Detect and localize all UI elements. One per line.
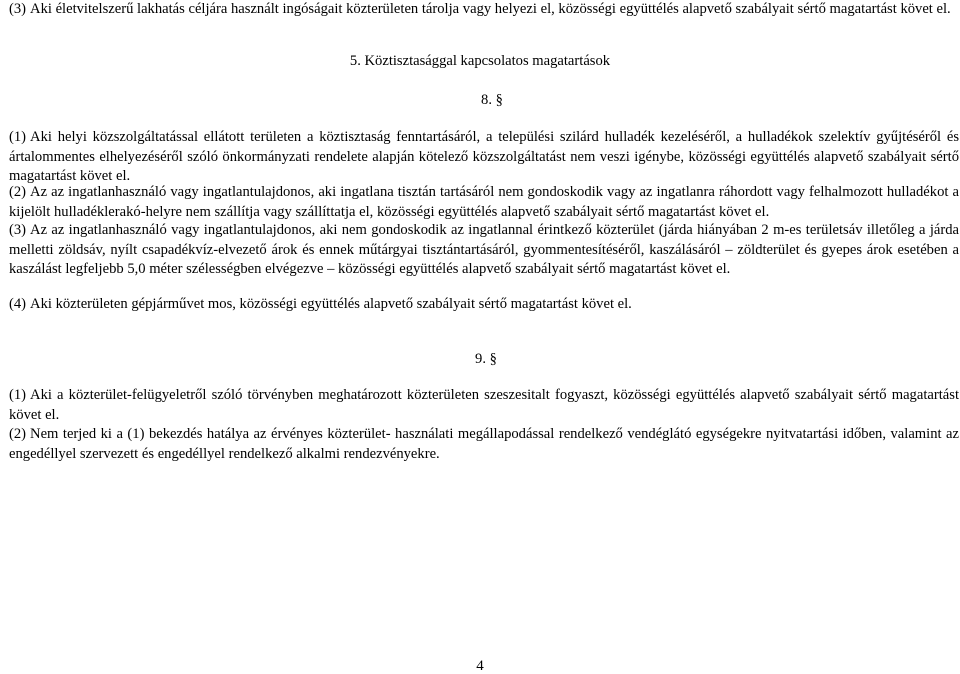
- section-9-paragraph-1: [9, 386, 959, 425]
- paragraph-number: (1): [9, 129, 27, 145]
- intro-paragraph: [9, 0, 959, 20]
- section-9-paragraph-2: [9, 425, 959, 464]
- paragraph-text: Aki életvitelszerű lakhatás céljára használt ingóságait közterületen tárolja vagy helyezi el, közösségi együttélés alapvető szabályait sértő magatartást követ el.: [30, 1, 951, 17]
- paragraph-text: Nem terjed ki a (1) bekezdés hatálya az érvényes közterület- használati megállapodással rendelkező vendéglátó egységekre nyitvatartási időben, valamint az engedéllyel szervezett és engedéllyel rendelkező alkalmi rendezvényekre.: [9, 426, 959, 462]
- paragraph-number: (3): [9, 222, 27, 238]
- section-8-paragraph-1: [9, 128, 959, 187]
- paragraph-number: (1): [9, 387, 27, 403]
- paragraph-number: (3): [9, 1, 27, 17]
- section-9-label: 9. §: [475, 351, 497, 367]
- page-number: 4: [476, 658, 484, 674]
- paragraph-text: Aki a közterület-felügyeletről szóló törvényben meghatározott közterületen szeszesitalt fogyaszt, közösségi együttélés alapvető szabályait sértő magatartást követ el.: [9, 387, 959, 423]
- section-8-paragraph-3: [9, 221, 959, 280]
- paragraph-number: (2): [9, 184, 27, 200]
- section-8-paragraph-2: [9, 183, 959, 222]
- chapter-title: 5. Köztisztasággal kapcsolatos magatartások: [349, 53, 611, 69]
- section-8-paragraph-4: [9, 295, 959, 315]
- paragraph-text: Az az ingatlanhasználó vagy ingatlantulajdonos, aki nem gondoskodik az ingatlannal érintkező közterület (járda hiányában 2 m-es területsáv illetőleg a járda melletti zöldsáv, nyílt csapadékvíz-elvezető árok és ennek műtárgyai tisztántartásáról, gyommentesítéséről, kaszálásáról – zöldterület és gyepes árok esetében a kaszálást legfeljebb 5,0 méter szélességben elvégezve – közösségi együttélés alapvető szabályait sértő magatartást követ el.: [9, 222, 959, 277]
- section-8-label: 8. §: [481, 92, 503, 108]
- paragraph-number: (4): [9, 296, 27, 312]
- paragraph-text: Aki helyi közszolgáltatással ellátott területen a köztisztaság fenntartásáról, a települési szilárd hulladék kezeléséről, a hulladékok szelektív gyűjtéséről és ártalommentes elhelyezéséről szóló önkormányzati rendelete alapján kötelező közszolgáltatást nem veszi igénybe, közösségi együttélés alapvető szabályait sértő magatartást követ el.: [9, 129, 959, 184]
- paragraph-text: Az az ingatlanhasználó vagy ingatlantulajdonos, aki ingatlana tisztán tartásáról nem gondoskodik vagy az ingatlanra ráhordott vagy felhalmozott hulladékot a kijelölt hulladéklerakó-helyre nem szállítja vagy szállíttatja el, közösségi együttélés alapvető szabályait sértő magatartást követ el.: [9, 184, 959, 220]
- paragraph-number: (2): [9, 426, 27, 442]
- paragraph-text: Aki közterületen gépjárművet mos, közösségi együttélés alapvető szabályait sértő magatartást követ el.: [30, 296, 632, 312]
